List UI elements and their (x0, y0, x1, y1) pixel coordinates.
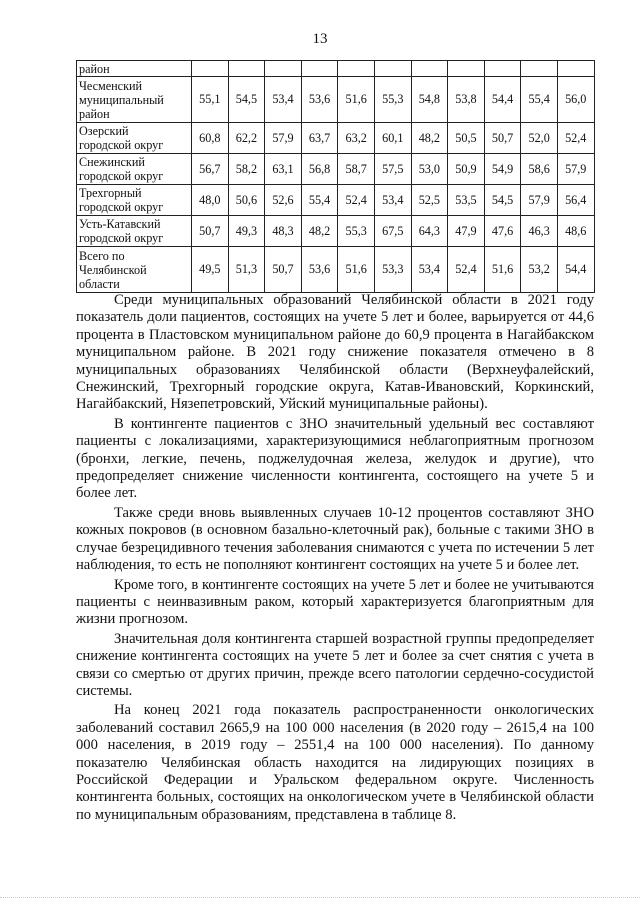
cell: 60,1 (374, 123, 411, 154)
cell: 62,2 (228, 123, 265, 154)
table-row (77, 77, 595, 123)
cell: 53,0 (411, 154, 448, 185)
cell: 52,0 (521, 123, 558, 154)
cell (521, 61, 558, 77)
cell: 53,4 (374, 185, 411, 216)
paragraph: Значительная доля контингента старшей возрастной группы предопределяет снижение контингента состоящих на учете 5 лет и более за счет снятия с учета в связи со смертью от других причин, прежде всего патологии сердечно-сосудистой системы. (76, 630, 594, 699)
cell: 48,6 (557, 216, 594, 247)
paragraph: В контингенте пациентов с ЗНО значительный удельный вес составляют пациенты с локализациями, характеризующимися неблагоприятным прогнозом (бронхи, легкие, печень, поджелудочная железа, желудок и другие), что предопределяет снижение численности контингента, состоящего на учете 5 и более лет. (76, 415, 594, 502)
cell (228, 61, 265, 77)
cell: 53,4 (411, 247, 448, 293)
cell (192, 61, 229, 77)
cell: 60,8 (192, 123, 229, 154)
cell (338, 61, 375, 77)
cell: 51,3 (228, 247, 265, 293)
cell: 48,2 (301, 216, 338, 247)
cell: 55,1 (192, 77, 229, 123)
cell: 48,0 (192, 185, 229, 216)
cell: 52,6 (265, 185, 302, 216)
cell: 53,6 (301, 77, 338, 123)
cell: 58,7 (338, 154, 375, 185)
cell: 54,4 (557, 247, 594, 293)
row-name: Снежинский городской округ (77, 154, 192, 185)
cell: 52,4 (448, 247, 485, 293)
cell: 53,8 (448, 77, 485, 123)
table-row (77, 247, 595, 293)
cell (448, 61, 485, 77)
cell: 51,6 (338, 247, 375, 293)
row-name: Усть-Катавский городской округ (77, 216, 192, 247)
paragraph: Среди муниципальных образований Челябинской области в 2021 году показатель доли пациентов, состоящих на учете 5 лет и более, варьируется от 44,6 процента в Пластовском муниципальном районе до 60,9 процента в Нагайбакском муниципальном районе. В 2021 году снижение показателя отмечено в 8 муниципальных образованиях Челябинской области (Верхнеуфалейский, Снежинский, Трехгорный городские округа, Катав-Ивановский, Коркинский, Нагайбакский, Нязепетровский, Уйский муниципальные районы). (76, 292, 594, 413)
cell: 50,9 (448, 154, 485, 185)
row-name: район (77, 61, 192, 77)
data-table (76, 60, 595, 293)
cell: 58,6 (521, 154, 558, 185)
row-name: Озерский городской округ (77, 123, 192, 154)
cell: 48,3 (265, 216, 302, 247)
cell: 52,4 (557, 123, 594, 154)
page-number: 13 (312, 31, 328, 47)
row-name: Всего по Челябинской области (77, 247, 192, 293)
cell: 47,9 (448, 216, 485, 247)
cell (301, 61, 338, 77)
cell: 54,5 (484, 185, 521, 216)
cell: 57,9 (521, 185, 558, 216)
cell: 64,3 (411, 216, 448, 247)
paragraph: Кроме того, в контингенте состоящих на учете 5 лет и более не учитываются пациенты с неинвазивным раком, который характеризуется благоприятным для жизни прогнозом. (76, 576, 594, 628)
footer-divider (0, 897, 640, 898)
cell: 54,9 (484, 154, 521, 185)
cell (484, 61, 521, 77)
cell: 58,2 (228, 154, 265, 185)
cell: 54,5 (228, 77, 265, 123)
body-text (76, 292, 594, 826)
cell: 55,3 (338, 216, 375, 247)
cell: 57,5 (374, 154, 411, 185)
paragraph: На конец 2021 года показатель распространенности онкологических заболеваний составил 2665,9 на 100 000 населения (в 2020 году – 2615,4 на 100 000 населения, в 2019 году – 2551,4 на 100 000 населения). По данному показателю Челябинская область находится на лидирующих позициях в Российской Федерации и Уральском федеральном округе. Численность контингента больных, состоящих на онкологическом учете в Челябинской области по муниципальным образованиям, представлена в таблице 8. (76, 702, 594, 823)
cell: 56,8 (301, 154, 338, 185)
cell: 54,4 (484, 77, 521, 123)
table-row (77, 216, 595, 247)
cell: 53,3 (374, 247, 411, 293)
cell: 53,4 (265, 77, 302, 123)
cell: 67,5 (374, 216, 411, 247)
table-row (77, 185, 595, 216)
cell: 50,5 (448, 123, 485, 154)
cell: 52,5 (411, 185, 448, 216)
row-name: Чесменский муниципальный район (77, 77, 192, 123)
cell: 50,6 (228, 185, 265, 216)
table-row (77, 123, 595, 154)
cell: 63,1 (265, 154, 302, 185)
cell: 63,2 (338, 123, 375, 154)
paragraph: Также среди вновь выявленных случаев 10-12 процентов составляют ЗНО кожных покровов (в основном базально-клеточный рак), больные с такими ЗНО в случае безрецидивного течения заболевания снимаются с учета по истечении 5 лет наблюдения, то есть не пополняют контингент состоящих на учете 5 и более лет. (76, 504, 594, 574)
cell: 52,4 (338, 185, 375, 216)
cell: 63,7 (301, 123, 338, 154)
cell: 55,4 (301, 185, 338, 216)
cell: 49,5 (192, 247, 229, 293)
cell (411, 61, 448, 77)
cell: 56,7 (192, 154, 229, 185)
cell: 53,5 (448, 185, 485, 216)
cell: 55,3 (374, 77, 411, 123)
table-row (77, 61, 595, 77)
cell: 49,3 (228, 216, 265, 247)
cell: 50,7 (484, 123, 521, 154)
cell (374, 61, 411, 77)
cell: 51,6 (338, 77, 375, 123)
cell: 57,9 (265, 123, 302, 154)
cell: 50,7 (265, 247, 302, 293)
cell: 48,2 (411, 123, 448, 154)
cell: 55,4 (521, 77, 558, 123)
table-row (77, 154, 595, 185)
cell (557, 61, 594, 77)
cell: 53,2 (521, 247, 558, 293)
cell: 56,4 (557, 185, 594, 216)
cell: 51,6 (484, 247, 521, 293)
cell: 53,6 (301, 247, 338, 293)
cell: 56,0 (557, 77, 594, 123)
cell: 50,7 (192, 216, 229, 247)
cell: 46,3 (521, 216, 558, 247)
cell: 57,9 (557, 154, 594, 185)
cell: 54,8 (411, 77, 448, 123)
cell: 47,6 (484, 216, 521, 247)
cell (265, 61, 302, 77)
row-name: Трехгорный городской округ (77, 185, 192, 216)
